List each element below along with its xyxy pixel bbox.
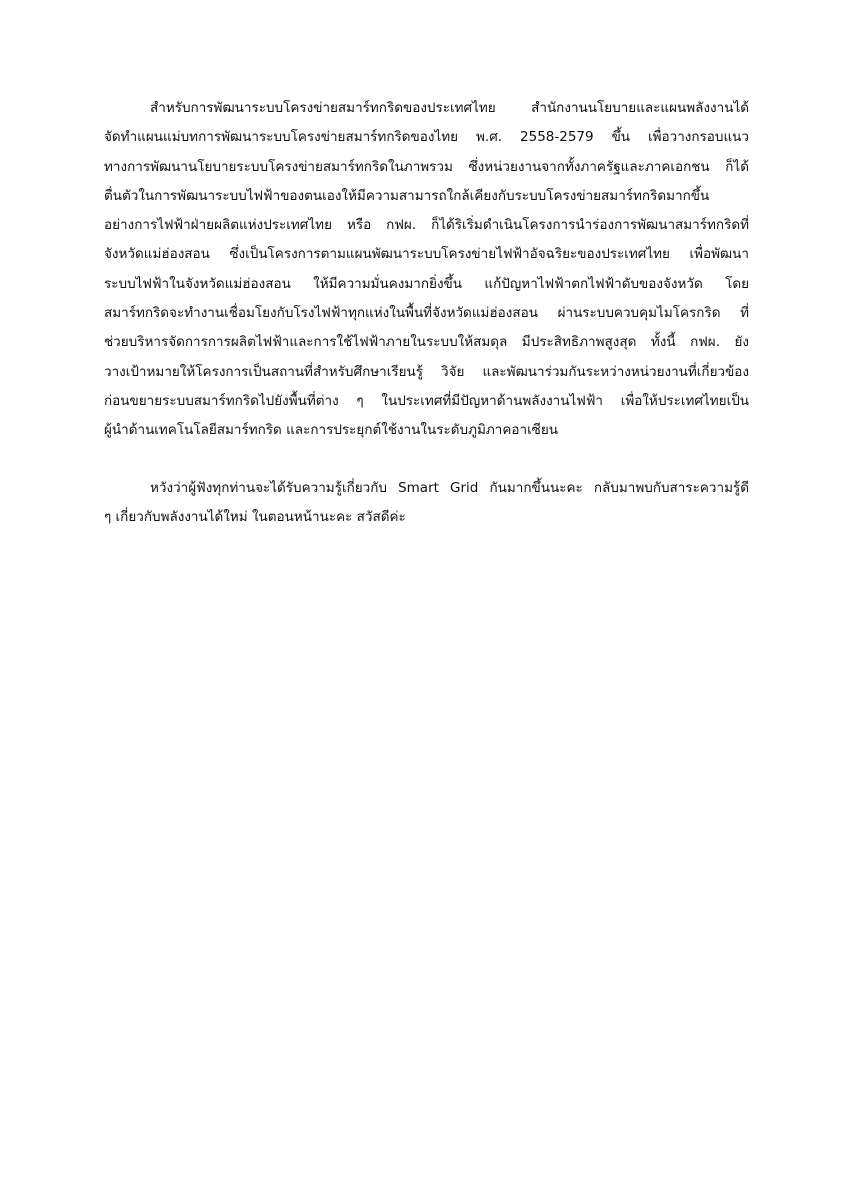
document-body: [104, 94, 749, 532]
text-line: สำหรับการพัฒนาระบบโครงข่ายสมาร์ทกริดของประเทศไทย สำนักงานนโยบายและแผนพลังงานได้: [150, 100, 749, 116]
text-line: ตื่นตัวในการพัฒนาระบบไฟฟ้าของตนเองให้มีความสามารถใกล้เคียงกับระบบโครงข่ายสมาร์ทกริดมากขึ้น: [104, 187, 710, 204]
text-line: ผู้นำด้านเทคโนโลยีสมาร์ทกริด และการประยุกต์ใช้งานในระดับภูมิภาคอาเซียน: [104, 422, 558, 439]
text-line: ช่วยบริหารจัดการการผลิตไฟฟ้าและการใช้ไฟฟ้าภายในระบบให้สมดุล มีประสิทธิภาพสูงสุด ทั้งนี้ กฟผ. ยัง: [104, 334, 749, 351]
text-line: ๆ เกี่ยวกับพลังงานได้ใหม่ ในตอนหน้านะคะ สวัสดีค่ะ: [104, 508, 406, 525]
text-line: ก่อนขยายระบบสมาร์ทกริดไปยังพื้นที่ต่าง ๆ ในประเทศที่มีปัญหาด้านพลังงานไฟฟ้า เพื่อให้ประเทศไทยเป็น: [104, 392, 749, 409]
text-line: จังหวัดแม่ฮ่องสอน ซึ่งเป็นโครงการตามแผนพัฒนาระบบโครงข่ายไฟฟ้าอัจฉริยะของประเทศไทย เพื่อพัฒนา: [104, 246, 749, 263]
text-line: สมาร์ทกริดจะทำงานเชื่อมโยงกับโรงไฟฟ้าทุกแห่งในพื้นที่จังหวัดแม่ฮ่องสอน ผ่านระบบควบคุมไมโครกริด ที่: [104, 305, 749, 322]
text-line: ทางการพัฒนานโยบายระบบโครงข่ายสมาร์ทกริดในภาพรวม ซึ่งหน่วยงานจากทั้งภาครัฐและภาคเอกชน ก็ได้: [104, 158, 749, 175]
text-line: วางเป้าหมายให้โครงการเป็นสถานที่สำหรับศึกษาเรียนรู้ วิจัย และพัฒนาร่วมกันระหว่างหน่วยงานที่เกี่ยวข้อง: [104, 363, 749, 380]
text-line: อย่างการไฟฟ้าฝ่ายผลิตแห่งประเทศไทย หรือ กฟผ. ก็ได้ริเริ่มดำเนินโครงการนำร่องการพัฒนาสมาร์ทกริดที่: [104, 217, 749, 234]
text-line: จัดทำแผนแม่บทการพัฒนาระบบโครงข่ายสมาร์ทกริดของไทย พ.ศ. 2558-2579 ขึ้น เพื่อวางกรอบแนว: [104, 129, 749, 146]
paragraph-closing: [104, 474, 749, 533]
text-line: ระบบไฟฟ้าในจังหวัดแม่ฮ่องสอน ให้มีความมั่นคงมากยิ่งขึ้น แก้ปัญหาไฟฟ้าตกไฟฟ้าดับของจังหวัด โดย: [104, 275, 749, 292]
text-line: หวังว่าผู้ฟังทุกท่านจะได้รับความรู้เกี่ยวกับ Smart Grid กันมากขึ้นนะคะ กลับมาพบกับสาระความรู้ดี: [150, 479, 749, 496]
paragraph-smart-grid-masterplan: [104, 94, 749, 446]
paragraph-spacer: [104, 446, 749, 474]
